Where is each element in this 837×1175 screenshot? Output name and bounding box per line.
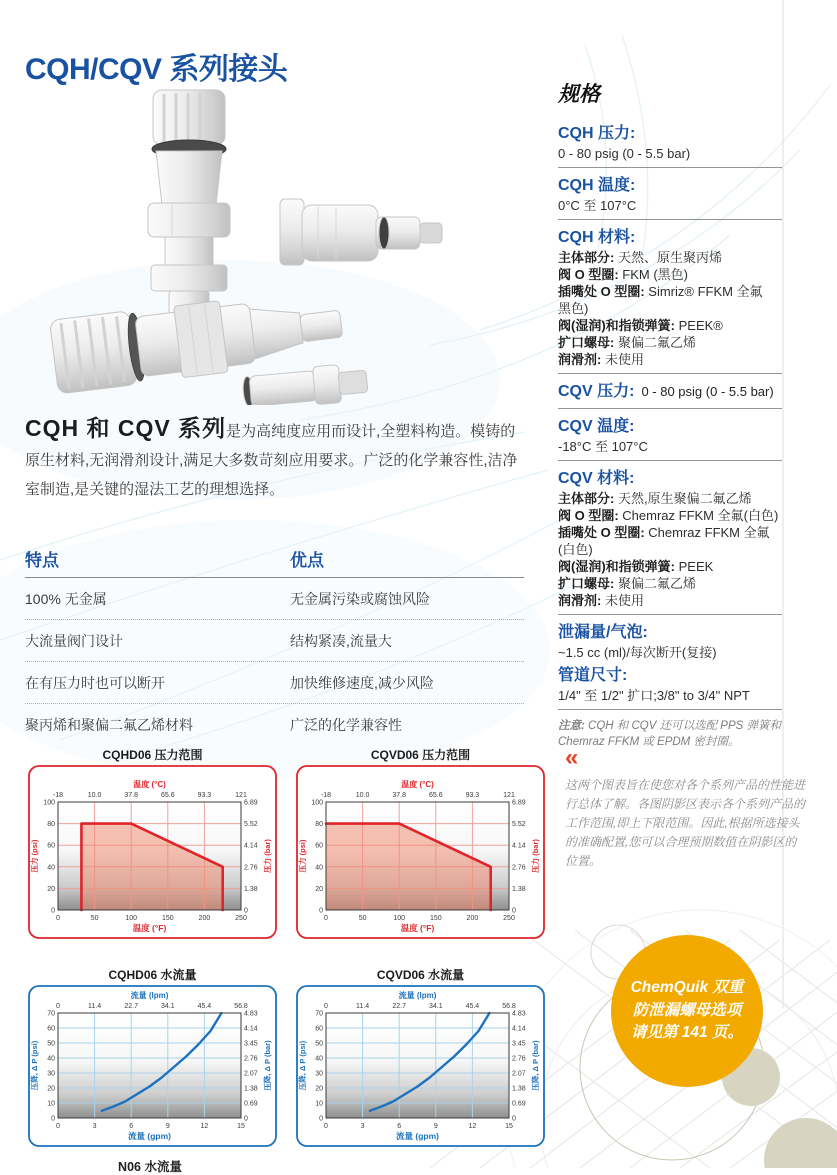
spec-line-value: 聚偏二氟乙烯 <box>617 335 696 350</box>
svg-text:2.07: 2.07 <box>244 1070 258 1078</box>
svg-text:6: 6 <box>129 1123 134 1130</box>
product-photo <box>40 85 485 405</box>
spec-section-3 <box>558 382 782 408</box>
svg-text:温度 (°F): 温度 (°F) <box>132 923 167 933</box>
spec-line <box>558 283 782 300</box>
svg-text:45.4: 45.4 <box>197 1003 212 1010</box>
svg-text:4.14: 4.14 <box>512 842 526 850</box>
svg-text:60: 60 <box>315 842 323 850</box>
svg-text:56.8: 56.8 <box>502 1003 516 1010</box>
svg-text:0: 0 <box>324 1003 328 1010</box>
spec-line-value: -18°C 至 107°C <box>558 439 648 454</box>
svg-text:压力 (psi): 压力 (psi) <box>30 839 39 873</box>
benefit-cell: 加快维修速度,减少风险 <box>290 675 434 691</box>
spec-line-value: FKM (黑色) <box>622 267 688 282</box>
svg-text:50: 50 <box>358 915 367 922</box>
svg-text:50: 50 <box>47 1040 55 1048</box>
svg-text:3.45: 3.45 <box>512 1040 526 1048</box>
spec-line-value: 黑色) <box>558 301 589 316</box>
svg-text:150: 150 <box>161 915 174 922</box>
svg-text:0: 0 <box>244 1115 248 1123</box>
spec-line <box>558 438 782 455</box>
svg-text:流量 (gpm): 流量 (gpm) <box>396 1131 439 1141</box>
svg-text:4.14: 4.14 <box>244 1025 258 1033</box>
svg-text:22.7: 22.7 <box>392 1003 407 1010</box>
spec-line-value: 未使用 <box>604 593 644 608</box>
svg-text:0: 0 <box>51 907 55 915</box>
spec-label-text: 泄漏量/气泡: <box>558 624 648 641</box>
chart-title: CQVD06 压力范围 <box>370 748 471 762</box>
svg-text:6.89: 6.89 <box>512 799 526 807</box>
svg-text:3: 3 <box>360 1123 365 1130</box>
spec-label-text: 管道尺寸: <box>558 667 628 684</box>
spec-line <box>558 197 782 214</box>
svg-text:0: 0 <box>512 1115 516 1123</box>
svg-text:流量 (gpm): 流量 (gpm) <box>128 1131 171 1141</box>
svg-text:15: 15 <box>237 1123 245 1130</box>
spec-line <box>558 249 782 266</box>
svg-text:0: 0 <box>244 907 248 915</box>
svg-text:40: 40 <box>315 864 323 872</box>
spec-line-key: 主体部分: <box>558 491 618 506</box>
svg-text:10.0: 10.0 <box>87 792 102 799</box>
svg-text:20: 20 <box>315 1085 323 1093</box>
svg-text:93.3: 93.3 <box>197 792 212 799</box>
svg-text:70: 70 <box>315 1010 323 1018</box>
chart-title: CQVD06 水流量 <box>376 968 465 982</box>
spec-note-text: CQH 和 CQV 还可以选配 PPS 弹簧和 Chemraz FFKM 或 EPDM 密封圈。 <box>558 720 782 748</box>
svg-text:250: 250 <box>503 915 515 922</box>
spec-line-value: PEEK® <box>678 318 723 333</box>
spec-line <box>558 687 782 704</box>
feature-row <box>25 620 524 662</box>
charts-note <box>565 744 807 871</box>
svg-text:0: 0 <box>324 915 328 922</box>
section-divider <box>558 167 782 168</box>
spec-label-text: CQH 材料: <box>558 229 636 246</box>
svg-text:37.8: 37.8 <box>124 792 139 799</box>
svg-text:4.14: 4.14 <box>244 842 258 850</box>
svg-text:37.8: 37.8 <box>392 792 407 799</box>
svg-text:121: 121 <box>235 792 247 799</box>
svg-text:3: 3 <box>92 1123 97 1130</box>
svg-text:56.8: 56.8 <box>234 1003 248 1010</box>
svg-text:压力 (bar): 压力 (bar) <box>263 839 272 873</box>
svg-text:20: 20 <box>47 885 55 893</box>
spec-line-key: 阀 O 型圈: <box>558 267 623 282</box>
svg-text:34.1: 34.1 <box>428 1003 443 1010</box>
feature-cell: 聚丙烯和聚偏二氟乙烯材料 <box>25 717 193 733</box>
svg-text:70: 70 <box>47 1010 55 1018</box>
spec-line-key: 阀(湿润)和指锁弹簧: <box>558 318 679 333</box>
svg-text:40: 40 <box>315 1055 323 1063</box>
spec-section-label <box>558 666 782 685</box>
svg-text:压降, Δ P (bar): 压降, Δ P (bar) <box>531 1040 540 1091</box>
svg-text:0.69: 0.69 <box>512 1100 526 1108</box>
svg-text:20: 20 <box>315 885 323 893</box>
spec-line-value: 1/4" 至 1/2" 扩口;3/8" to 3/4" NPT <box>558 688 750 703</box>
benefit-cell: 广泛的化学兼容性 <box>290 717 402 733</box>
spec-line <box>558 592 782 609</box>
svg-text:10: 10 <box>47 1100 55 1108</box>
spec-line-value: Simriz® FFKM 全氟 <box>648 284 763 299</box>
svg-text:65.6: 65.6 <box>428 792 443 799</box>
spec-line-value: PEEK <box>678 559 714 574</box>
svg-text:压力 (psi): 压力 (psi) <box>298 839 307 873</box>
spec-line-value: Chemraz FFKM 全氟(白色) <box>558 525 770 557</box>
spec-line-key: 阀 O 型圈: <box>558 508 623 523</box>
svg-text:0: 0 <box>512 907 516 915</box>
spec-line <box>558 644 782 661</box>
feature-row <box>25 662 524 704</box>
spec-section-label <box>558 124 782 143</box>
svg-text:压降, Δ P (psi): 压降, Δ P (psi) <box>30 1040 39 1091</box>
chart-cqhd06-flow <box>28 968 277 1147</box>
intro-lead: CQH 和 CQV 系列 <box>25 415 227 441</box>
svg-text:9: 9 <box>433 1123 438 1130</box>
svg-text:6: 6 <box>397 1123 402 1130</box>
spec-section-label <box>558 417 782 436</box>
svg-text:压降, Δ P (psi): 压降, Δ P (psi) <box>298 1040 307 1091</box>
guillemet-icon: « <box>565 744 579 771</box>
feature-cell: 100% 无金属 <box>25 591 107 607</box>
badge-line: ChemQuik 双重 <box>630 979 744 997</box>
svg-text:80: 80 <box>315 821 323 829</box>
svg-text:30: 30 <box>315 1070 323 1078</box>
svg-text:0: 0 <box>319 907 323 915</box>
spec-label-text: CQV 材料: <box>558 470 635 487</box>
specifications-sidebar <box>558 78 782 750</box>
chart-title: CQHD06 水流量 <box>108 968 197 982</box>
spec-line <box>558 351 782 368</box>
svg-text:0: 0 <box>56 915 60 922</box>
spec-note <box>558 718 782 750</box>
svg-text:流量 (lpm): 流量 (lpm) <box>130 991 169 1000</box>
intro-text: 是为高纯度应用而设计,全塑料构造。模铸的原生材料,无润滑剂设计,满足大多数苛刻应用要求。广泛的化学兼容性,洁净室制造,是关键的湿法工艺的理想选择。 <box>25 423 518 498</box>
chart-cqhd06-pressure <box>28 748 277 939</box>
svg-text:150: 150 <box>429 915 442 922</box>
svg-text:93.3: 93.3 <box>465 792 480 799</box>
svg-text:0: 0 <box>51 1115 55 1123</box>
svg-text:200: 200 <box>466 915 479 922</box>
svg-text:温度 (°C): 温度 (°C) <box>133 780 166 789</box>
spec-line-value: 未使用 <box>604 352 644 367</box>
svg-text:100: 100 <box>311 799 323 807</box>
svg-text:40: 40 <box>47 1055 55 1063</box>
badge-line: 请见第 141 页。 <box>631 1024 743 1042</box>
spec-line-value: ~1.5 cc (ml)/每次断开(复接) <box>558 645 717 660</box>
svg-text:流量 (lpm): 流量 (lpm) <box>398 991 437 1000</box>
intro-paragraph <box>25 414 529 504</box>
spec-line-key: 扩口螺母: <box>558 576 618 591</box>
svg-text:11.4: 11.4 <box>356 1003 370 1010</box>
spec-section-7 <box>558 666 782 709</box>
spec-line-value: Chemraz FFKM 全氟(白色) <box>622 508 779 523</box>
svg-text:0: 0 <box>324 1123 328 1130</box>
svg-text:0.69: 0.69 <box>244 1100 258 1108</box>
svg-text:6.89: 6.89 <box>244 799 258 807</box>
spec-inline-value: 0 - 80 psig (0 - 5.5 bar) <box>641 384 774 399</box>
spec-label-text: CQH 温度: <box>558 177 636 194</box>
badge-line: 防泄漏螺母选项 <box>632 1001 742 1019</box>
svg-text:100: 100 <box>125 915 138 922</box>
svg-text:80: 80 <box>47 821 55 829</box>
svg-text:5.52: 5.52 <box>244 821 258 829</box>
section-divider <box>558 373 782 374</box>
spec-note-label: 注意: <box>558 720 585 732</box>
features-header: 特点 <box>25 551 59 570</box>
svg-text:50: 50 <box>90 915 99 922</box>
section-divider <box>558 408 782 409</box>
spec-section-6 <box>558 623 782 666</box>
spec-line-key: 润滑剂: <box>558 352 605 367</box>
spec-line-key: 插嘴处 O 型圈: <box>558 525 649 540</box>
svg-text:2.07: 2.07 <box>512 1070 526 1078</box>
spec-label-text: CQH 压力: <box>558 125 636 142</box>
spec-heading: 规格 <box>558 83 600 106</box>
section-divider <box>558 460 782 461</box>
svg-text:压力 (bar): 压力 (bar) <box>531 839 540 873</box>
svg-text:1.38: 1.38 <box>244 1085 258 1093</box>
spec-section-label <box>558 623 782 642</box>
spec-section-2 <box>558 228 782 373</box>
svg-text:1.38: 1.38 <box>512 1085 526 1093</box>
feature-row <box>25 704 524 745</box>
svg-text:200: 200 <box>198 915 211 922</box>
spec-section-label <box>558 176 782 195</box>
svg-text:0: 0 <box>319 1115 323 1123</box>
spec-section-0 <box>558 124 782 167</box>
svg-text:压降, Δ P (bar): 压降, Δ P (bar) <box>263 1040 272 1091</box>
page-title: CQH/CQV 系列接头 <box>25 53 288 86</box>
spec-line-value: 0°C 至 107°C <box>558 198 637 213</box>
spec-line <box>558 300 782 317</box>
spec-section-label <box>558 228 782 247</box>
spec-section-5 <box>558 469 782 614</box>
svg-text:60: 60 <box>47 842 55 850</box>
spec-line <box>558 558 782 575</box>
svg-text:11.4: 11.4 <box>88 1003 102 1010</box>
svg-text:45.4: 45.4 <box>465 1003 480 1010</box>
svg-text:15: 15 <box>505 1123 513 1130</box>
benefit-cell: 无金属污染或腐蚀风险 <box>290 591 430 607</box>
spec-line-key: 润滑剂: <box>558 593 605 608</box>
feature-cell: 大流量阀门设计 <box>25 633 123 649</box>
spec-line-key: 扩口螺母: <box>558 335 618 350</box>
spec-line-key: 阀(湿润)和指锁弹簧: <box>558 559 679 574</box>
features-table <box>25 546 524 745</box>
svg-text:65.6: 65.6 <box>160 792 175 799</box>
section-divider <box>558 614 782 615</box>
svg-text:2.76: 2.76 <box>512 864 526 872</box>
svg-text:温度 (°C): 温度 (°C) <box>401 780 434 789</box>
svg-text:12: 12 <box>200 1123 209 1130</box>
svg-text:121: 121 <box>503 792 515 799</box>
spec-section-label <box>558 382 782 401</box>
svg-text:0: 0 <box>56 1003 60 1010</box>
svg-text:温度 (°F): 温度 (°F) <box>400 923 435 933</box>
svg-text:5.52: 5.52 <box>512 821 526 829</box>
feature-row <box>25 578 524 620</box>
svg-text:34.1: 34.1 <box>160 1003 175 1010</box>
svg-text:4.83: 4.83 <box>512 1010 526 1018</box>
chart-cqvd06-pressure <box>296 748 545 939</box>
svg-text:30: 30 <box>47 1070 55 1078</box>
svg-text:2.76: 2.76 <box>512 1055 526 1063</box>
section-divider <box>558 219 782 220</box>
svg-text:4.14: 4.14 <box>512 1025 526 1033</box>
benefit-cell: 结构紧凑,流量大 <box>290 633 392 649</box>
spec-line-value: 0 - 80 psig (0 - 5.5 bar) <box>558 146 691 161</box>
feature-cell: 在有压力时也可以断开 <box>25 675 165 691</box>
svg-text:10: 10 <box>315 1100 323 1108</box>
next-chart-title-clipped: N06 水流量 <box>118 1160 182 1174</box>
chart-cqvd06-flow <box>296 968 545 1147</box>
svg-text:9: 9 <box>165 1123 170 1130</box>
spec-line <box>558 507 782 524</box>
spec-label-text: CQV 压力: <box>558 383 635 400</box>
spec-line <box>558 266 782 283</box>
section-divider <box>558 709 782 710</box>
charts-note-text: 这两个图表旨在使您对各个系列产品的性能进行总体了解。各图阴影区表示各个系列产品的工作范围,即上下限范围。因此,根据所选接头的准确配置,您可以合理预期数值在阴影区的位置。 <box>565 778 806 868</box>
spec-line <box>558 145 782 162</box>
spec-line <box>558 575 782 592</box>
svg-text:100: 100 <box>43 799 55 807</box>
spec-sections <box>558 124 782 710</box>
svg-text:2.76: 2.76 <box>244 1055 258 1063</box>
spec-section-4 <box>558 417 782 460</box>
spec-line-value: 天然、原生聚丙烯 <box>617 250 722 265</box>
svg-text:22.7: 22.7 <box>124 1003 139 1010</box>
svg-text:1.38: 1.38 <box>244 885 258 893</box>
svg-text:2.76: 2.76 <box>244 864 258 872</box>
svg-text:250: 250 <box>235 915 247 922</box>
svg-text:20: 20 <box>47 1085 55 1093</box>
spec-line <box>558 490 782 507</box>
svg-text:60: 60 <box>47 1025 55 1033</box>
spec-section-label <box>558 469 782 488</box>
chart-title: CQHD06 压力范围 <box>102 748 203 762</box>
svg-text:0: 0 <box>56 1123 60 1130</box>
svg-text:50: 50 <box>315 1040 323 1048</box>
svg-text:3.45: 3.45 <box>244 1040 258 1048</box>
svg-text:12: 12 <box>468 1123 477 1130</box>
svg-text:1.38: 1.38 <box>512 885 526 893</box>
features-header-row <box>25 546 524 578</box>
spec-section-1 <box>558 176 782 219</box>
svg-text:-18: -18 <box>320 792 332 799</box>
spec-line-value: 聚偏二氟乙烯 <box>617 576 696 591</box>
svg-text:60: 60 <box>315 1025 323 1033</box>
benefits-header: 优点 <box>290 551 324 570</box>
spec-line <box>558 524 782 558</box>
spec-line-key: 主体部分: <box>558 250 618 265</box>
spec-line-value: 天然,原生聚偏二氟乙烯 <box>617 491 752 506</box>
spec-line <box>558 334 782 351</box>
svg-text:100: 100 <box>393 915 406 922</box>
spec-line-key: 插嘴处 O 型圈: <box>558 284 649 299</box>
spec-label-text: CQV 温度: <box>558 418 635 435</box>
svg-text:10.0: 10.0 <box>355 792 370 799</box>
spec-line <box>558 317 782 334</box>
svg-text:40: 40 <box>47 864 55 872</box>
svg-text:-18: -18 <box>52 792 64 799</box>
chemquik-badge <box>611 935 763 1087</box>
svg-text:4.83: 4.83 <box>244 1010 258 1018</box>
